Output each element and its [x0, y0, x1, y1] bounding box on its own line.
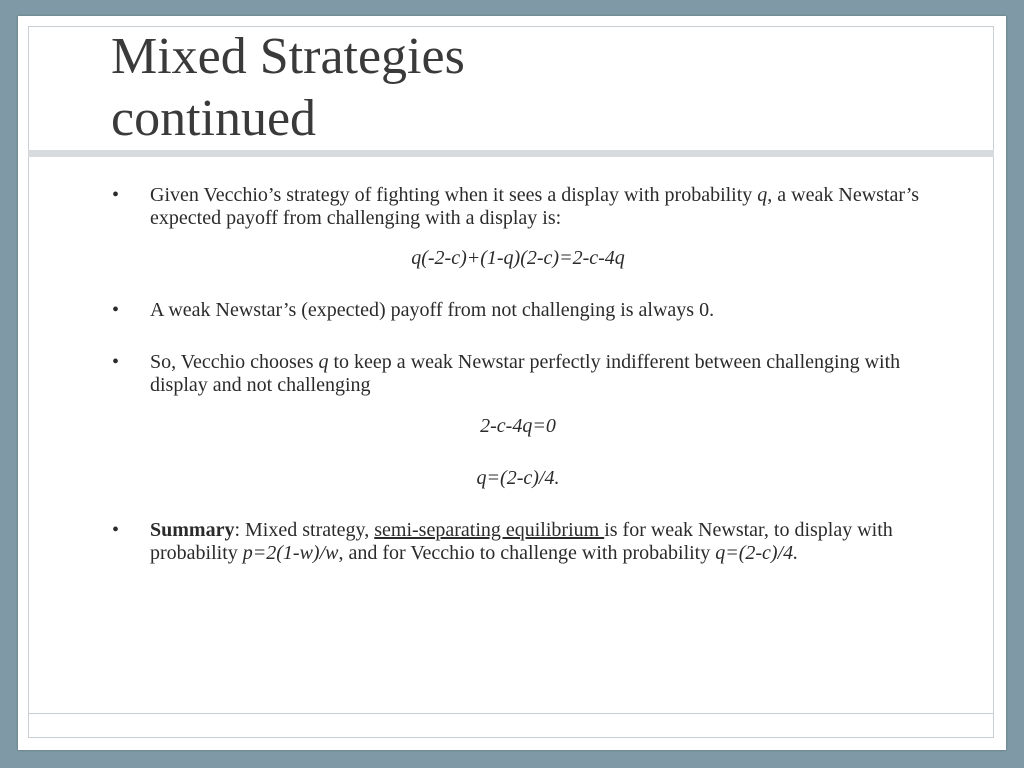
bullet-icon: •: [112, 299, 120, 321]
bullet-text-part: So, Vecchio chooses: [150, 351, 319, 373]
bullet-item: [108, 519, 928, 565]
bullet-text-part: Given Vecchio’s strategy of fighting when it sees a display with probability: [150, 184, 758, 206]
title-divider: [28, 150, 994, 157]
bullet-icon: •: [112, 519, 120, 541]
bullet-item: [108, 351, 928, 397]
q-expression: q=(2-c)/4.: [715, 542, 799, 564]
p-expression: p=2(1-w)/w: [242, 542, 339, 564]
semi-separating-equilibrium-link[interactable]: semi-separating equilibrium: [374, 519, 605, 541]
variable-q: q: [757, 184, 768, 206]
bullet-text-part: : Mixed strategy,: [234, 519, 375, 541]
bullet-text-part: to keep a weak Newstar perfectly indifferent between challenging with display and not challenging: [150, 351, 901, 396]
slide-title: Mixed Strategies continued: [111, 28, 465, 147]
slide-content: [108, 184, 928, 565]
bullet-text: [150, 519, 928, 565]
equation-q: q=(2-c)/4.: [476, 467, 560, 489]
equation-payoff: q(-2-c)+(1-q)(2-c)=2-c-4q: [411, 247, 625, 269]
bullet-text: [150, 184, 928, 230]
bullet-text-part: , and for Vecchio to challenge with probability: [338, 542, 716, 564]
bullet-text-part: is for weak Newstar, to display with probability: [150, 519, 893, 564]
bullet-text-part: , a weak Newstar’s expected payoff from challenging with a display is:: [150, 184, 920, 229]
summary-label: Summary: [150, 519, 235, 541]
bullet-item: [108, 184, 928, 230]
variable-q: q: [318, 351, 329, 373]
bullet-text: A weak Newstar’s (expected) payoff from not challenging is always 0.: [150, 299, 715, 321]
bullet-icon: •: [112, 184, 120, 206]
bullet-item: [108, 299, 928, 322]
equation-indifference: 2-c-4q=0: [480, 415, 556, 437]
slide: [18, 16, 1006, 750]
footer-divider: [28, 713, 994, 714]
bullet-text: [150, 351, 928, 397]
bullet-icon: •: [112, 351, 120, 373]
